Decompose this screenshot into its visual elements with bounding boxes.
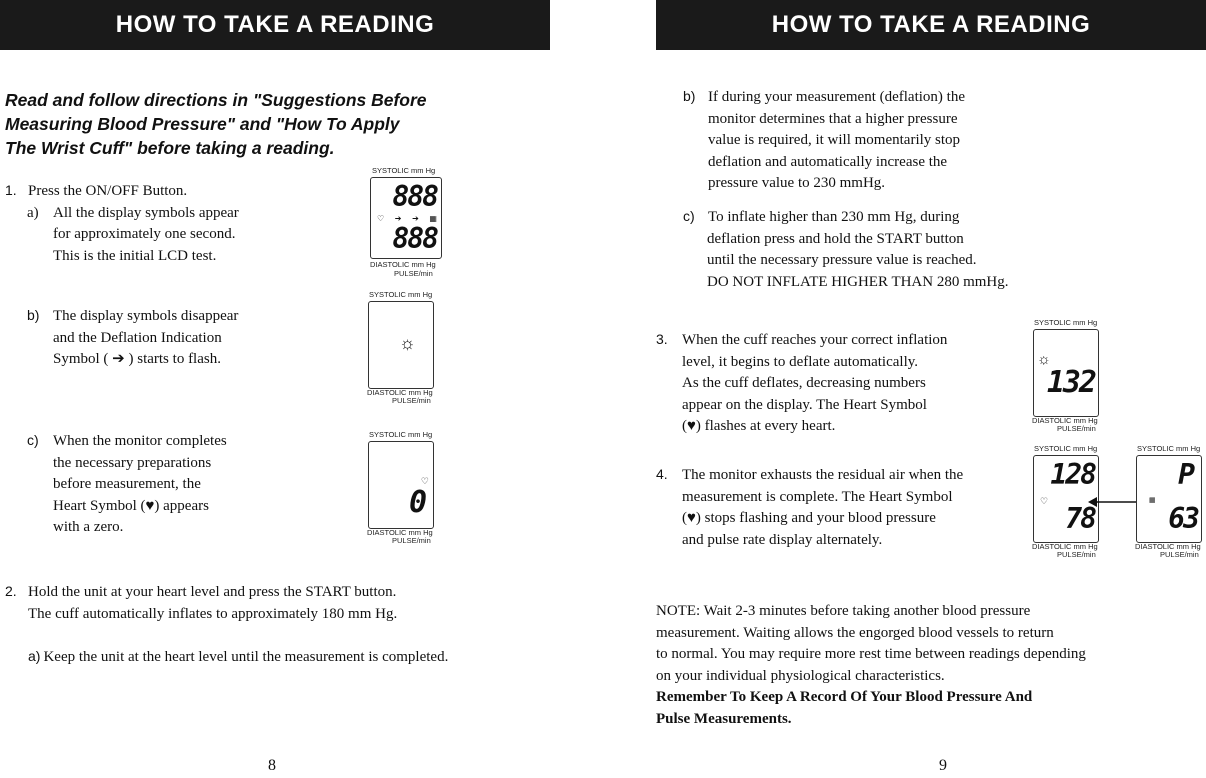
lcd-pulse-digits: 63 [1168, 502, 1198, 535]
systolic-label: SYSTOLIC mm Hg [372, 166, 436, 175]
note-line: measurement. Waiting allows the engorged blood vessels to return [656, 624, 1054, 641]
lcd-deflation-display [360, 290, 450, 408]
step-2-line: The cuff automatically inflates to approximately 180 mm Hg. [28, 605, 398, 622]
lcd-decreasing-display [1025, 318, 1115, 438]
pulse-label: PULSE/min [392, 536, 431, 545]
pulse-label: PULSE/min [392, 396, 431, 405]
systolic-label: SYSTOLIC mm Hg [369, 430, 433, 439]
step-2b-line: deflation and automatically increase the [708, 153, 948, 170]
step-2 [5, 581, 545, 669]
lcd-zero-digit: 0 [408, 485, 427, 520]
step-4 [656, 464, 1006, 551]
substep-b-line: and the Deflation Indication [53, 329, 222, 346]
substep-b-line: The display symbols disappear [53, 308, 239, 324]
reminder-line: Remember To Keep A Record Of Your Blood Pressure And [656, 689, 1033, 705]
step-1 [5, 180, 355, 267]
intro-line: The Wrist Cuff" before taking a reading. [5, 138, 335, 158]
memory-icon: ▦ [1149, 496, 1156, 504]
step-text: Press the ON/OFF Button. [28, 183, 188, 199]
reminder-line: Pulse Measurements. [656, 710, 792, 727]
diastolic-label: DIASTOLIC mm Hg [1135, 542, 1201, 551]
left-page-title: HOW TO TAKE A READING [115, 11, 435, 38]
substep-c-line: before measurement, the [53, 476, 201, 492]
step-2c-line: until the necessary pressure value is reached. [707, 252, 977, 268]
substep-label: c) [683, 208, 695, 224]
flashing-deflation-icon: ☼ [399, 333, 416, 353]
intro-line: Read and follow directions in "Suggestions Before [5, 90, 427, 110]
note-line: NOTE: Wait 2-3 minutes before taking another blood pressure [656, 603, 1031, 619]
step-number: 3. [656, 331, 668, 347]
lcd-pulse-display [1128, 444, 1206, 564]
intro-line: Measuring Blood Pressure" and "How To Apply [5, 114, 400, 134]
lcd-screen [368, 441, 434, 529]
heart-outline-icon: ♡ [377, 214, 385, 223]
heart-outline-icon: ♡ [420, 476, 429, 486]
heart-outline-icon: ♡ [1040, 496, 1049, 506]
lcd-screen [1136, 455, 1202, 543]
step-4-line: (♥) stops flashing and your blood pressure [682, 510, 936, 526]
systolic-label: SYSTOLIC mm Hg [369, 290, 433, 299]
step-3 [656, 329, 996, 438]
step-2-line: Hold the unit at your heart level and press the START button. [28, 584, 397, 600]
pulse-label: PULSE/min [394, 269, 433, 278]
substep-b-line: Symbol ( ➔ ) starts to flash. [53, 351, 221, 367]
page-number: 8 [268, 757, 276, 774]
substep-label: b) [683, 88, 696, 104]
diastolic-label: DIASTOLIC mm Hg [367, 388, 433, 397]
note-line: to normal. You may require more rest time between readings depending [656, 646, 1086, 662]
step-3-line: level, it begins to deflate automatically. [682, 353, 919, 370]
note-line: on your individual physiological characteristics. [656, 667, 945, 684]
step-2c-line: deflation press and hold the START button [707, 230, 964, 247]
step-1c [27, 430, 357, 539]
step-2b [683, 86, 1023, 195]
step-2c-line: DO NOT INFLATE HIGHER THAN 280 mmHg. [707, 273, 1009, 290]
step-4-line: and pulse rate display alternately. [682, 531, 883, 548]
step-3-line: appear on the display. The Heart Symbol [682, 396, 927, 413]
substep-a-line: All the display symbols appear [53, 204, 239, 221]
memory-icon: ▦ [429, 214, 437, 223]
step-2b-line: value is required, it will momentarily stop [708, 132, 961, 148]
lcd-pulse-indicator: P [1178, 458, 1195, 491]
lcd-systolic-digits: 128 [1050, 458, 1095, 491]
step-2b-line: monitor determines that a higher pressure [708, 110, 958, 127]
substep-label: a) [28, 648, 41, 664]
step-2b-line: pressure value to 230 mmHg. [708, 175, 886, 191]
step-2b-line: If during your measurement (deflation) the [708, 89, 965, 105]
deflation-arrow-icon: ➔ [412, 214, 419, 223]
lcd-test-display [362, 166, 452, 284]
left-page-title-banner [0, 0, 550, 50]
substep-c-line: with a zero. [53, 519, 124, 535]
lcd-diastolic-digits: 78 [1065, 502, 1095, 535]
step-number: 1. [5, 182, 17, 198]
pulse-label: PULSE/min [1160, 550, 1199, 559]
right-page-title: HOW TO TAKE A READING [771, 11, 1091, 38]
substep-label: c) [27, 432, 39, 448]
diastolic-label: DIASTOLIC mm Hg [370, 260, 436, 269]
step-2c-line: To inflate higher than 230 mm Hg, during [708, 209, 960, 225]
pulse-label: PULSE/min [1057, 424, 1096, 433]
substep-label: b) [27, 307, 40, 323]
lcd-screen [368, 301, 434, 389]
substep-c-line: When the monitor completes [53, 433, 227, 449]
step-1b [27, 305, 357, 371]
substep-label: a) [27, 204, 39, 221]
step-4-line: The monitor exhausts the residual air when the [682, 467, 964, 483]
lcd-systolic-digits: 132 [1046, 365, 1095, 400]
intro-paragraph [5, 88, 525, 160]
step-3-line: As the cuff deflates, decreasing numbers [682, 375, 926, 391]
lcd-digits-bottom: 888 [392, 222, 437, 255]
flashing-heart-icon: ☼ [1037, 352, 1051, 368]
lcd-screen [370, 177, 442, 259]
substep-a-line: This is the initial LCD test. [53, 247, 217, 264]
lcd-zero-display [360, 430, 450, 550]
step-2c [683, 206, 1063, 293]
systolic-label: SYSTOLIC mm Hg [1034, 318, 1098, 327]
substep-c-line: the necessary preparations [53, 454, 212, 471]
diastolic-label: DIASTOLIC mm Hg [1032, 542, 1098, 551]
diastolic-label: DIASTOLIC mm Hg [1032, 416, 1098, 425]
page-number: 9 [939, 757, 947, 774]
step-3-line: When the cuff reaches your correct inflation [682, 332, 948, 348]
note-paragraph [656, 601, 1196, 730]
step-number: 2. [5, 583, 17, 599]
step-number: 4. [656, 466, 668, 482]
deflation-arrow-icon: ➔ [394, 214, 402, 223]
step-3-line: (♥) flashes at every heart. [682, 418, 836, 434]
lcd-digits-top: 888 [392, 180, 437, 213]
step-4-line: measurement is complete. The Heart Symbol [682, 488, 953, 505]
pulse-label: PULSE/min [1057, 550, 1096, 559]
lcd-screen [1033, 329, 1099, 417]
diastolic-label: DIASTOLIC mm Hg [367, 528, 433, 537]
systolic-label: SYSTOLIC mm Hg [1137, 444, 1201, 453]
right-page-title-banner [656, 0, 1206, 50]
substep-c-line: Heart Symbol (♥) appears [53, 497, 209, 514]
substep-a-line: for approximately one second. [53, 226, 236, 242]
step-2a-text: Keep the unit at the heart level until the measurement is completed. [43, 649, 449, 665]
systolic-label: SYSTOLIC mm Hg [1034, 444, 1098, 453]
